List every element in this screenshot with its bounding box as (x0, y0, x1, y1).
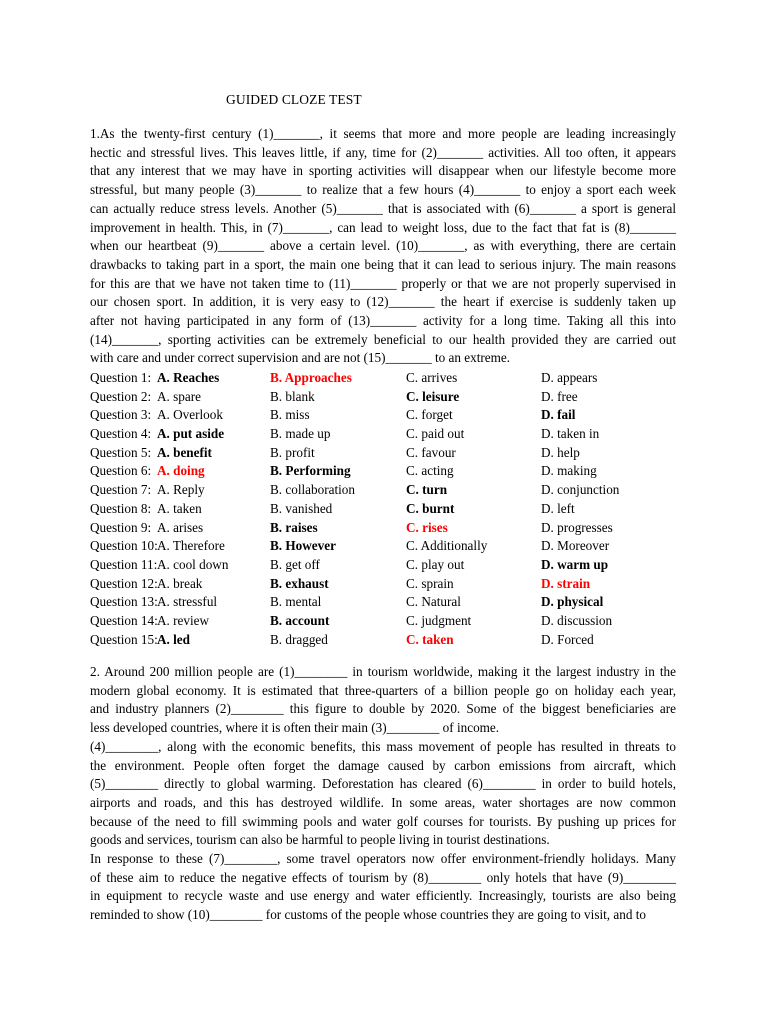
option-b: B. miss (270, 407, 310, 423)
option-a: A. Reply (157, 482, 205, 498)
option-c: C. taken (406, 631, 454, 647)
option-b: B. account (270, 612, 330, 628)
question-label: Question 9: (90, 519, 152, 535)
option-a: A. Overlook (157, 407, 223, 423)
option-c: C. leisure (406, 388, 460, 404)
passage-line: can actually reduce stress levels. Another (5)_______ that is associated with (6)_______ a sport is general (90, 200, 676, 216)
questions-table (90, 369, 690, 649)
option-d: D. free (541, 388, 578, 404)
option-b: B. blank (270, 388, 315, 404)
option-c: C. arrives (406, 370, 458, 385)
option-c: C. Additionally (406, 538, 488, 554)
passage-line: hectic and stressful lives. This leaves little, if any, time for (2)_______ activities. All too often, it appears (90, 144, 676, 160)
option-c: C. turn (406, 482, 448, 498)
option-a: A. stressful (157, 594, 218, 610)
option-b: B. vanished (270, 500, 333, 516)
option-d: D. discussion (541, 612, 613, 628)
passage-line: because of the need to fill swimming pools and water golf courses for tourists. By pushing up prices for (90, 813, 676, 829)
option-c: C. judgment (406, 612, 472, 628)
option-d: D. fail (541, 407, 576, 423)
option-d: D. help (541, 444, 580, 460)
passage-2 (90, 663, 676, 925)
option-d: D. taken in (541, 426, 600, 442)
passage-line: (5)________ directly to global warming. Deforestation has cleared (6)________ in order to build hotels, (90, 776, 676, 792)
question-row (90, 425, 690, 444)
passage-line: less developed countries, where it is often their main (3)________ of income. (90, 720, 500, 736)
option-c: C. play out (406, 556, 465, 572)
question-label: Question 11: (90, 556, 158, 572)
option-d: D. appears (541, 370, 598, 385)
passage-line: (4)________, along with the economic benefits, this mass movement of people has resulted in threats to (90, 738, 676, 754)
passage-line: 1.As the twenty-first century (1)_______, it seems that more and more people are leading increasingly (90, 126, 676, 141)
option-d: D. physical (541, 594, 604, 610)
passage-line: airports and roads, and this has destroyed wildlife. In some areas, water shortages are now common (90, 794, 676, 810)
option-a: A. review (157, 612, 209, 628)
option-a: A. cool down (157, 556, 229, 572)
option-d: D. Forced (541, 631, 594, 647)
question-label: Question 5: (90, 444, 152, 460)
question-row (90, 444, 690, 463)
option-b: B. However (270, 538, 336, 554)
passage-line: stressful, but many people (3)_______ to realize that a few hours (4)_______ to enjoy a sport each week (90, 182, 676, 198)
passage-1 (90, 125, 676, 368)
question-row (90, 369, 690, 388)
passage-line: for this are that we have not taken time to (11)_______ properly or that we are not properly supervised in (90, 275, 676, 291)
option-c: C. acting (406, 463, 454, 479)
passage-line: improvement in health. This, in (7)_______, can lead to weight loss, due to the fact that fat is (8)_______ (90, 219, 676, 235)
option-b: B. get off (270, 556, 320, 572)
option-b: B. mental (270, 594, 322, 610)
question-label: Question 3: (90, 407, 152, 423)
question-row (90, 500, 690, 519)
option-a: A. arises (157, 519, 204, 535)
question-row (90, 631, 690, 650)
question-row (90, 612, 690, 631)
option-c: C. sprain (406, 575, 454, 591)
passage-line: 2. Around 200 million people are (1)________ in tourism worldwide, making it the largest industry in the (90, 664, 676, 679)
passage-line: after not having participated in any form of (13)_______ activity for a long time. Taking all this into (90, 313, 676, 329)
passage-line: of these aim to reduce the negative effects of tourism by (8)________ only hotels that have (9)________ (90, 869, 676, 885)
option-d: D. left (541, 500, 575, 516)
passage-line: modern global economy. It is estimated that three-quarters of a billion people go on holiday each year, (90, 682, 676, 698)
question-label: Question 2: (90, 388, 152, 404)
passage-line: our chosen sport. In addition, it is very easy to (12)_______ the heart if exercise is suddenly taken up (90, 294, 676, 310)
question-label: Question 13: (90, 594, 158, 610)
question-label: Question 10: (90, 538, 158, 554)
option-b: B. dragged (270, 631, 328, 647)
passage-line: the environment. People often forget the damage caused by carbon emissions from aircraft, which (90, 757, 676, 773)
option-d: D. strain (541, 575, 591, 591)
passage-line: in equipment to recycle waste and use energy and water efficiently. Increasingly, tourists are also being (90, 888, 676, 904)
option-b: B. made up (270, 426, 331, 442)
question-row (90, 593, 690, 612)
option-a: A. Therefore (157, 538, 225, 554)
question-row (90, 519, 690, 538)
option-b: B. profit (270, 444, 315, 460)
option-a: A. doing (157, 463, 205, 479)
option-b: B. exhaust (270, 575, 329, 591)
question-label: Question 15: (90, 631, 158, 647)
option-a: A. Reaches (157, 370, 220, 385)
option-b: B. raises (270, 519, 318, 535)
option-a: A. break (157, 575, 203, 591)
question-row (90, 388, 690, 407)
option-d: D. warm up (541, 556, 609, 572)
option-d: D. making (541, 463, 597, 479)
passage-line: drawbacks to taking part in a sport, the main one being that it can lead to serious injury. The main reasons (90, 256, 676, 272)
option-d: D. conjunction (541, 482, 620, 498)
option-c: C. burnt (406, 500, 455, 516)
option-d: D. progresses (541, 519, 613, 535)
option-b: B. Performing (270, 463, 351, 479)
passage-line: with care and under correct supervision and are not (15)_______ to an extreme. (90, 350, 511, 366)
passage-line: goods and services, tourism can also be harmful to people living in tourist destinations. (90, 832, 550, 848)
question-row (90, 462, 690, 481)
option-c: C. rises (406, 519, 448, 535)
option-d: D. Moreover (541, 538, 610, 554)
passage-line: when our heartbeat (9)_______ above a certain level. (10)_______, as with everything, there are certain (90, 238, 676, 254)
passage-line: reminded to show (10)________ for customs of the people whose countries they are going to visit, and to (90, 907, 646, 923)
question-label: Question 7: (90, 482, 152, 498)
option-c: C. Natural (406, 594, 461, 610)
question-row (90, 575, 690, 594)
option-c: C. forget (406, 407, 453, 423)
question-label: Question 12: (90, 575, 158, 591)
passage-line: In response to these (7)________, some travel operators now offer environment-friendly holidays. Many (90, 851, 676, 867)
question-label: Question 4: (90, 426, 152, 442)
option-b: B. Approaches (270, 370, 352, 385)
page-title: GUIDED CLOZE TEST (226, 92, 362, 107)
passage-line: and industry planners (2)________ this figure to double by 2020. Some of the biggest beneficiaries are (90, 701, 676, 717)
passage-line: (14)_______, sporting activities can be extremely beneficial to our health provided they are carried out (90, 331, 676, 347)
question-label: Question 6: (90, 463, 152, 479)
question-label: Question 14: (90, 612, 158, 628)
question-label: Question 1: (90, 370, 152, 385)
question-row (90, 481, 690, 500)
question-row (90, 537, 690, 556)
option-a: A. led (157, 631, 190, 647)
option-b: B. collaboration (270, 482, 355, 498)
option-a: A. taken (157, 500, 202, 516)
option-a: A. put aside (157, 426, 225, 442)
option-a: A. benefit (157, 444, 212, 460)
question-label: Question 8: (90, 500, 152, 516)
option-c: C. paid out (406, 426, 465, 442)
question-row (90, 556, 690, 575)
question-row (90, 406, 690, 425)
option-c: C. favour (406, 444, 456, 460)
passage-line: that any interest that we may have in sporting activities will disappear when our lifestyle become more (90, 163, 676, 179)
option-a: A. spare (157, 388, 201, 404)
